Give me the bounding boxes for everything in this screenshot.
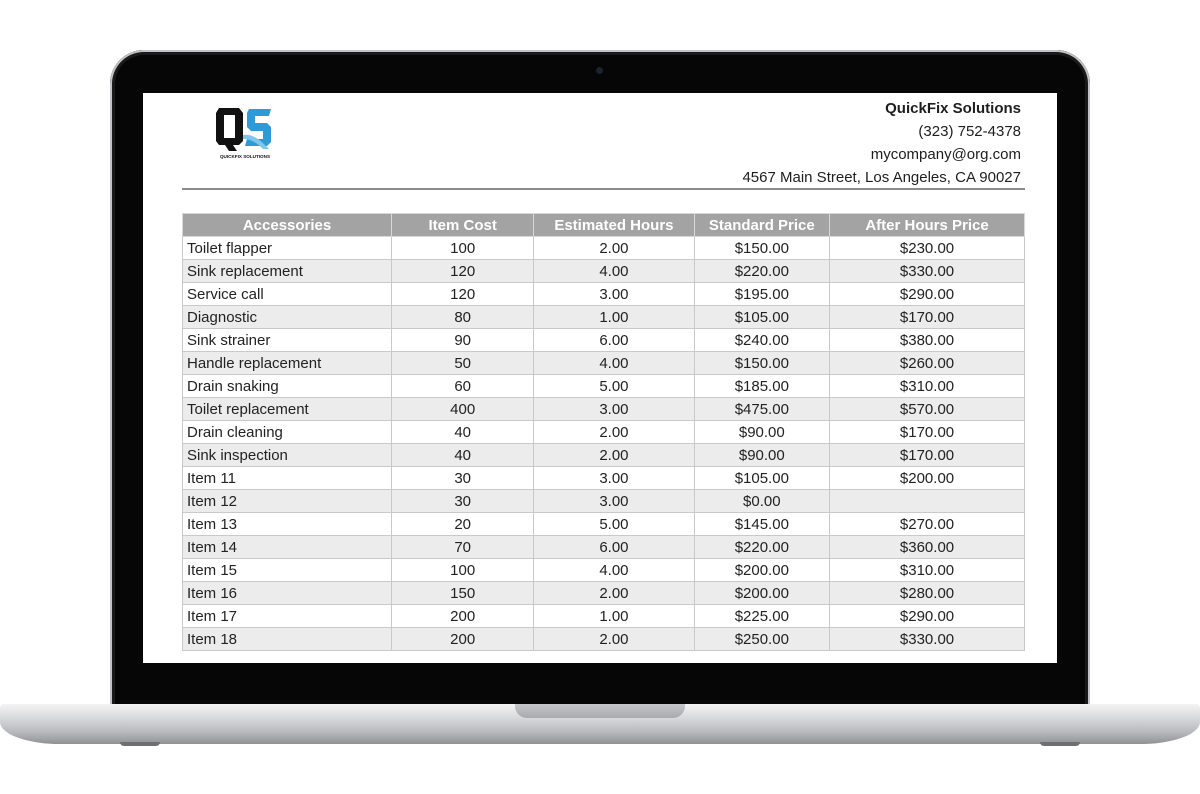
cell-standard-price: $200.00 <box>694 582 829 605</box>
cell-accessory: Sink replacement <box>183 260 392 283</box>
cell-after-hours-price: $270.00 <box>830 513 1025 536</box>
cell-standard-price: $150.00 <box>694 237 829 260</box>
column-header-item-cost: Item Cost <box>392 214 534 237</box>
company-email: mycompany@org.com <box>870 146 1021 163</box>
cell-standard-price: $185.00 <box>694 375 829 398</box>
cell-standard-price: $220.00 <box>694 536 829 559</box>
company-name: QuickFix Solutions <box>885 100 1021 117</box>
cell-accessory: Item 18 <box>183 628 392 651</box>
cell-standard-price: $200.00 <box>694 559 829 582</box>
cell-estimated-hours: 3.00 <box>534 398 694 421</box>
cell-accessory: Toilet flapper <box>183 237 392 260</box>
table-body <box>183 237 1025 651</box>
table-row <box>183 513 1025 536</box>
cell-after-hours-price: $170.00 <box>830 444 1025 467</box>
cell-after-hours-price: $330.00 <box>830 628 1025 651</box>
cell-after-hours-price <box>830 490 1025 513</box>
cell-after-hours-price: $310.00 <box>830 375 1025 398</box>
cell-after-hours-price: $310.00 <box>830 559 1025 582</box>
column-header-estimated-hours: Estimated Hours <box>534 214 694 237</box>
laptop-foot-right <box>1040 742 1080 746</box>
cell-item-cost: 120 <box>392 260 534 283</box>
cell-item-cost: 200 <box>392 605 534 628</box>
cell-accessory: Item 15 <box>183 559 392 582</box>
cell-after-hours-price: $570.00 <box>830 398 1025 421</box>
cell-item-cost: 100 <box>392 237 534 260</box>
cell-item-cost: 90 <box>392 329 534 352</box>
cell-after-hours-price: $380.00 <box>830 329 1025 352</box>
cell-standard-price: $195.00 <box>694 283 829 306</box>
cell-after-hours-price: $230.00 <box>830 237 1025 260</box>
table-row <box>183 467 1025 490</box>
cell-standard-price: $240.00 <box>694 329 829 352</box>
table-row <box>183 628 1025 651</box>
table-row <box>183 306 1025 329</box>
cell-estimated-hours: 5.00 <box>534 513 694 536</box>
cell-item-cost: 70 <box>392 536 534 559</box>
cell-standard-price: $150.00 <box>694 352 829 375</box>
cell-accessory: Toilet replacement <box>183 398 392 421</box>
column-header-standard-price: Standard Price <box>694 214 829 237</box>
table-row <box>183 237 1025 260</box>
cell-item-cost: 120 <box>392 283 534 306</box>
cell-accessory: Handle replacement <box>183 352 392 375</box>
cell-estimated-hours: 6.00 <box>534 329 694 352</box>
cell-after-hours-price: $170.00 <box>830 421 1025 444</box>
cell-standard-price: $145.00 <box>694 513 829 536</box>
cell-standard-price: $225.00 <box>694 605 829 628</box>
cell-accessory: Drain snaking <box>183 375 392 398</box>
cell-item-cost: 200 <box>392 628 534 651</box>
cell-estimated-hours: 2.00 <box>534 237 694 260</box>
cell-accessory: Service call <box>183 283 392 306</box>
table-row <box>183 536 1025 559</box>
cell-accessory: Diagnostic <box>183 306 392 329</box>
company-address: 4567 Main Street, Los Angeles, CA 90027 <box>742 169 1021 186</box>
table-row <box>183 605 1025 628</box>
cell-accessory: Item 11 <box>183 467 392 490</box>
cell-item-cost: 30 <box>392 490 534 513</box>
cell-accessory: Sink strainer <box>183 329 392 352</box>
cell-after-hours-price: $170.00 <box>830 306 1025 329</box>
table-row <box>183 260 1025 283</box>
cell-item-cost: 400 <box>392 398 534 421</box>
cell-estimated-hours: 2.00 <box>534 628 694 651</box>
laptop-opening-notch <box>515 704 685 718</box>
cell-accessory: Item 16 <box>183 582 392 605</box>
cell-item-cost: 80 <box>392 306 534 329</box>
cell-accessory: Item 14 <box>183 536 392 559</box>
cell-estimated-hours: 4.00 <box>534 352 694 375</box>
cell-estimated-hours: 2.00 <box>534 444 694 467</box>
table-row <box>183 375 1025 398</box>
cell-estimated-hours: 2.00 <box>534 421 694 444</box>
price-table <box>182 213 1025 651</box>
company-info <box>742 97 1021 189</box>
cell-standard-price: $90.00 <box>694 444 829 467</box>
cell-estimated-hours: 3.00 <box>534 467 694 490</box>
cell-after-hours-price: $360.00 <box>830 536 1025 559</box>
header-divider <box>182 188 1025 190</box>
table-row <box>183 283 1025 306</box>
cell-accessory: Item 17 <box>183 605 392 628</box>
cell-estimated-hours: 3.00 <box>534 283 694 306</box>
company-logo <box>213 105 277 161</box>
svg-text:QUICKFIX SOLUTIONS: QUICKFIX SOLUTIONS <box>219 154 271 159</box>
cell-after-hours-price: $290.00 <box>830 605 1025 628</box>
column-header-after-hours-price: After Hours Price <box>830 214 1025 237</box>
cell-item-cost: 60 <box>392 375 534 398</box>
cell-estimated-hours: 1.00 <box>534 306 694 329</box>
table-row <box>183 490 1025 513</box>
webcam <box>596 67 603 74</box>
laptop-screen <box>143 93 1057 663</box>
cell-estimated-hours: 5.00 <box>534 375 694 398</box>
cell-after-hours-price: $280.00 <box>830 582 1025 605</box>
cell-standard-price: $220.00 <box>694 260 829 283</box>
cell-estimated-hours: 4.00 <box>534 559 694 582</box>
cell-after-hours-price: $330.00 <box>830 260 1025 283</box>
cell-item-cost: 30 <box>392 467 534 490</box>
table-row <box>183 329 1025 352</box>
cell-estimated-hours: 3.00 <box>534 490 694 513</box>
cell-accessory: Sink inspection <box>183 444 392 467</box>
table-row <box>183 582 1025 605</box>
cell-item-cost: 40 <box>392 444 534 467</box>
cell-standard-price: $475.00 <box>694 398 829 421</box>
cell-item-cost: 40 <box>392 421 534 444</box>
cell-standard-price: $105.00 <box>694 306 829 329</box>
table-row <box>183 559 1025 582</box>
cell-estimated-hours: 2.00 <box>534 582 694 605</box>
table-row <box>183 444 1025 467</box>
column-header-accessories: Accessories <box>183 214 392 237</box>
cell-estimated-hours: 1.00 <box>534 605 694 628</box>
table-row <box>183 398 1025 421</box>
cell-item-cost: 20 <box>392 513 534 536</box>
laptop-foot-left <box>120 742 160 746</box>
cell-standard-price: $105.00 <box>694 467 829 490</box>
cell-item-cost: 50 <box>392 352 534 375</box>
cell-estimated-hours: 4.00 <box>534 260 694 283</box>
cell-standard-price: $90.00 <box>694 421 829 444</box>
cell-standard-price: $250.00 <box>694 628 829 651</box>
cell-after-hours-price: $260.00 <box>830 352 1025 375</box>
cell-accessory: Item 12 <box>183 490 392 513</box>
table-header-row <box>183 214 1025 237</box>
cell-item-cost: 150 <box>392 582 534 605</box>
table-row <box>183 352 1025 375</box>
table-row <box>183 421 1025 444</box>
cell-after-hours-price: $290.00 <box>830 283 1025 306</box>
cell-standard-price: $0.00 <box>694 490 829 513</box>
cell-item-cost: 100 <box>392 559 534 582</box>
cell-accessory: Drain cleaning <box>183 421 392 444</box>
cell-estimated-hours: 6.00 <box>534 536 694 559</box>
cell-after-hours-price: $200.00 <box>830 467 1025 490</box>
cell-accessory: Item 13 <box>183 513 392 536</box>
company-phone: (323) 752-4378 <box>918 123 1021 140</box>
